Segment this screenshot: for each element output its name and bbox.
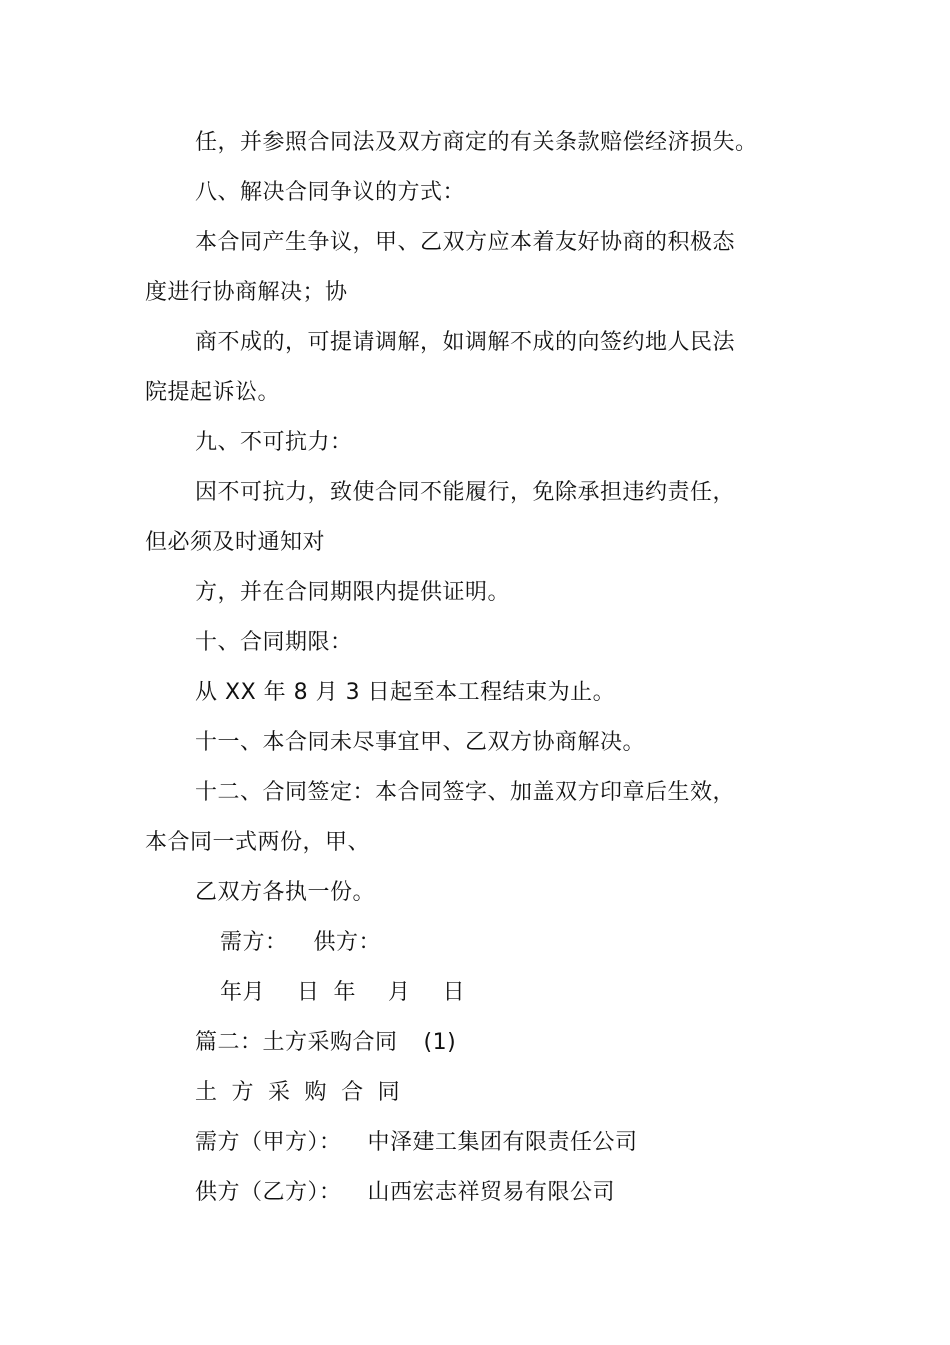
part-two-heading-suffix: (1) — [423, 1030, 457, 1055]
paragraph-line: 乙双方各执一份。 — [195, 880, 376, 905]
paragraph-line: 本合同产生争议，甲、乙双方应本着友好协商的积极态 — [195, 230, 736, 255]
supply-party-name: 山西宏志祥贸易有限公司 — [367, 1180, 616, 1205]
part-two-heading-text: 篇二：土方采购合同 — [195, 1030, 398, 1055]
signature-dates — [220, 978, 465, 1008]
paragraph-line: 本合同一式两份，甲、 — [145, 830, 371, 855]
paragraph-line: 度进行协商解决；协 — [145, 280, 348, 305]
paragraph-line: 商不成的，可提请调解，如调解不成的向签约地人民法 — [195, 330, 736, 355]
section-heading-dispute: 八、解决合同争议的方式： — [195, 180, 466, 205]
contract-title-char: 土 — [195, 1080, 218, 1105]
demand-party-line — [195, 1128, 638, 1158]
paragraph-line: 院提起诉讼。 — [145, 380, 281, 405]
contract-title-char: 同 — [377, 1080, 401, 1105]
supply-party-signature-label: 供方： — [313, 930, 382, 955]
date-day-2: 日 — [442, 980, 466, 1005]
paragraph-line: 因不可抗力，致使合同不能履行，免除承担违约责任， — [195, 480, 736, 505]
contract-title-char: 方 — [231, 1080, 255, 1105]
date-year-month-1: 年月 — [220, 980, 266, 1005]
supply-party-line — [195, 1178, 615, 1208]
paragraph-line: 但必须及时通知对 — [145, 530, 326, 555]
paragraph-line: 从 XX 年 8 月 3 日起至本工程结束为止。 — [195, 680, 616, 705]
section-heading-misc: 十一、本合同未尽事宜甲、乙双方协商解决。 — [195, 730, 646, 755]
paragraph-line: 任，并参照合同法及双方商定的有关条款赔偿经济损失。 — [195, 130, 758, 155]
date-day-1: 日 — [297, 980, 320, 1005]
date-month-2: 月 — [388, 980, 411, 1005]
contract-title-char: 采 — [268, 1080, 291, 1105]
date-year-2: 年 — [333, 980, 357, 1005]
section-heading-term: 十、合同期限： — [195, 630, 353, 655]
contract-title-char: 合 — [341, 1080, 364, 1105]
demand-party-signature-label: 需方： — [220, 930, 288, 955]
signature-parties — [220, 928, 381, 958]
demand-party-name: 中泽建工集团有限责任公司 — [367, 1130, 638, 1155]
part-two-heading — [195, 1028, 456, 1058]
contract-title — [195, 1078, 414, 1108]
demand-party-label: 需方（甲方）： — [195, 1130, 342, 1155]
paragraph-line: 方，并在合同期限内提供证明。 — [195, 580, 511, 605]
contract-title-char: 购 — [304, 1080, 328, 1105]
supply-party-label: 供方（乙方）： — [195, 1180, 342, 1205]
section-heading-signing: 十二、合同签定：本合同签字、加盖双方印章后生效， — [195, 780, 736, 805]
section-heading-force-majeure: 九、不可抗力： — [195, 430, 353, 455]
